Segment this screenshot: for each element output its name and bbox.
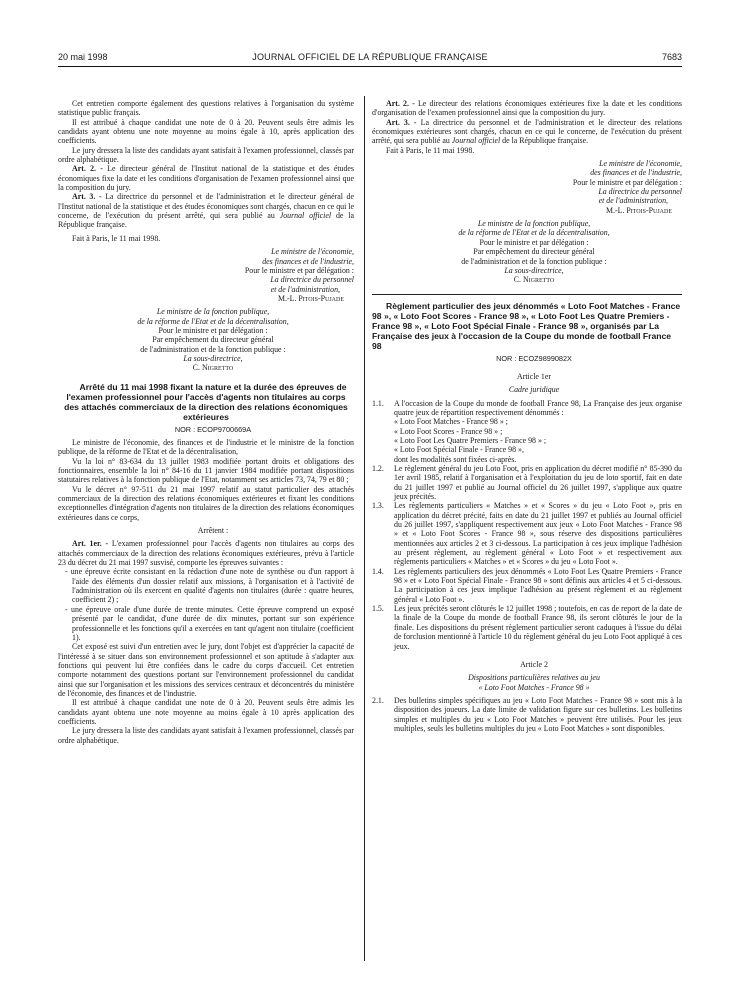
left-fait-a-paris: Fait à Paris, le 11 mai 1998. <box>72 233 161 243</box>
page-header <box>58 52 682 66</box>
header-page-number: 7683 <box>661 52 682 62</box>
right-item-1-2-number: 1.2. <box>372 463 384 473</box>
left-paragraph-1: Cet entretien comporte également des questions relatives à l'organisation du système statistique public français. <box>58 99 354 118</box>
right-item-2-1 <box>372 696 682 733</box>
right-item-1-2 <box>372 464 682 501</box>
right-sig2-line5: de l'administration et de la fonction publique : <box>461 256 607 266</box>
left-article-3 <box>58 192 354 229</box>
left-sig2-line6: La sous-directrice, <box>183 353 243 363</box>
right-article-2-label: Art. 2. - <box>386 99 415 108</box>
right-item-1-3 <box>372 501 682 566</box>
right-item-1-4-text: Les règlements particuliers des jeux dénommés « Loto Foot Les Quatre Premiers - France 98 » et « Loto Foot Spécial Finale - France 98 » sont définis aux articles 4 et 5 ci-dessous. La participation à ces jeux implique l'adhésion au présent règlement et au règlement général « Loto Foot ». <box>394 566 682 604</box>
right-article-3-end: de la République française. <box>500 136 589 146</box>
right-article-2-text: Le directeur des relations économiques extérieures fixe la date et les conditions d'organisation de l'examen professionnel ainsi que la composition du jury. <box>372 99 682 118</box>
left-epreuve-orale: - une épreuve orale d'une durée de trente minutes. Cette épreuve comprend un exposé présenté par le candidat, d'une durée de dix minutes, portant sur son expérience professionnelle et les fonctions qu'il a exercées en tant qu'agent non titulaire (coefficient 1). <box>65 604 354 642</box>
left-sig2-line5: de l'administration et de la fonction publique : <box>140 344 286 354</box>
right-section-rule <box>372 294 682 295</box>
left-sig2-line3: Pour le ministre et par délégation : <box>158 325 268 335</box>
right-item-1-5-text: Les jeux précités seront clôturés le 12 juillet 1998 ; toutefois, en cas de report de la date de la finale de la Coupe du monde de football France 98, ils seront clôturés le jour de la finale. Les dispositions du présent règlement particulier seront caduques à l'issue du délai de forclusion mentionné à l'article 10 du règlement général du jeu Loto Foot appliqué à ces jeux. <box>394 604 682 651</box>
right-game-2: « Loto Foot Scores - France 98 » ; <box>394 426 503 436</box>
left-column <box>58 99 354 745</box>
right-sig2-name: C. Nigretto <box>513 275 555 285</box>
right-sig2-line3: Pour le ministre et par délégation : <box>479 237 589 247</box>
right-item-1-1-text: A l'occasion de la Coupe du monde de football France 98, La Française des jeux organise quatre jeux de répartition respectivement dénommés : <box>394 398 682 417</box>
right-sig2-line6: La sous-directrice, <box>504 265 564 275</box>
right-item-1-4 <box>372 567 682 604</box>
right-cadre-juridique: Cadre juridique <box>508 385 560 395</box>
right-sig1-name: M.-L. Pitois-Pujade <box>605 205 672 215</box>
left-vu-loi: Vu la loi n° 83-634 du 13 juillet 1983 modifiée portant droits et obligations des fonctionnaires, ensemble la loi n° 84-16 du 11 janvier 1984 modifiée portant dispositions statutaires relatives à la fonction publique de l'Etat, notamment ses articles 73, 74, 79 et 80 ; <box>58 456 354 485</box>
left-article-3-end: de la République française. <box>58 211 354 230</box>
left-decree-title: Arrêté du 11 mai 1998 fixant la nature et la durée des épreuves de l'examen professionnel pour l'accès d'agents non titulaires au corps des attachés commerciaux de la direction des relations économiques extérieures <box>64 381 348 422</box>
right-article-2 <box>372 99 682 118</box>
left-paragraph-3: Le jury dressera la liste des candidats ayant satisfait à l'examen professionnel, classés par ordre alphabétique. <box>58 145 354 165</box>
right-game-4: « Loto Foot Spécial Finale - France 98 », <box>394 445 524 455</box>
right-item-2-1-number: 2.1. <box>372 695 384 705</box>
right-item-1-3-text: Les règlements particuliers « Matches » et « Scores » du jeu « Loto Foot », pris en application du décret précité, faits en date du 21 juillet 1997 et publiés au Journal officiel du 26 juillet 1997, s'appliquent respectivement aux jeux « Loto Foot Matches - France 98 » et « Loto Foot Scores - France 98 », sous réserve des dispositions particulières mentionnées aux articles 2 et 3 ci-dessous. La participation à ces jeux implique l'adhésion au présent règlement, au règlement général « Loto Foot » et respectivement aux règlements particuliers « Matches » et « Scores » du jeu « Loto Foot ». <box>394 501 682 567</box>
right-item-1-1-number: 1.1. <box>372 398 384 408</box>
right-dispositions-line1: Dispositions particulières relatives au jeu <box>468 673 600 683</box>
right-nor-reference: NOR : ECOZ9899082X <box>496 353 572 363</box>
left-sig1-line5: et de l'administration, <box>270 284 340 294</box>
left-article-2-text: Le directeur général de l'Institut national de la statistique et des études économiques fixe la date et les conditions d'organisation de l'examen professionnel ainsi que la composition du jury. <box>58 164 354 193</box>
left-sig1-line3: Pour le ministre et par délégation : <box>244 265 354 275</box>
right-item-1-2-text: Le règlement général du jeu Loto Foot, pris en application du décret modifié n° 85-390 du 1er avril 1985, relatif à l'organisation et à l'exploitation du jeu de loto sportif, fait en date du 21 juillet 1997 et publié au Journal officiel du 26 juillet 1997, s'applique aux quatre jeux précités. <box>394 463 682 501</box>
left-sig1-line1: Le ministre de l'économie, <box>271 247 354 257</box>
right-sig1-line3: Pour le ministre et par délégation : <box>572 177 682 187</box>
left-ministers: Le ministre de l'économie, des finances et de l'industrie et le ministre de la fonction publique, de la réforme de l'Etat et de la décentralisation, <box>58 437 354 457</box>
header-date: 20 mai 1998 <box>58 52 108 62</box>
left-article-3-text: La directrice du personnel et de l'administration et le directeur général de l'Institut national de la statistique et des études économiques sont chargés, chacun en ce qui le concerne, de l'exécution du présent arrêté, qui sera publié au <box>58 192 355 221</box>
left-sig1-line4: La directrice du personnel <box>270 275 354 285</box>
right-fait-a-paris: Fait à Paris, le 11 mai 1998. <box>386 145 475 155</box>
left-article-1 <box>58 539 354 567</box>
right-sig1-line5: et de l'administration, <box>598 196 668 206</box>
right-sig2-line1: Le ministre de la fonction publique, <box>477 219 591 229</box>
left-sig1-line2: des finances et de l'industrie, <box>262 256 354 266</box>
right-sig2-line2: de la réforme de l'Etat et de la décentralisation, <box>458 228 610 238</box>
right-item-1-4-number: 1.4. <box>372 566 384 576</box>
right-item-1-5-number: 1.5. <box>372 604 384 614</box>
left-article-2-label: Art. 2. - <box>72 164 103 174</box>
right-reglement-title: Règlement particulier des jeux dénommés « Loto Foot Matches - France 98 », « Loto Foot Scores - France 98 », « Loto Foot Les Quatre Premiers - France 98 », « Loto Foot Spécial Finale - France 98 », organisés par La Française des jeux à l'occasion de la Coupe du monde de football France 98 <box>372 300 681 351</box>
left-article-1-text: L'examen professionnel pour l'accès d'agents non titulaires au corps des attachés commerciaux de la direction des relations économiques extérieures, prévu à l'article 23 du décret du 21 mai 1997 susvisé, comporte les épreuves suivantes : <box>58 539 354 568</box>
right-sig1-line1: Le ministre de l'économie, <box>599 159 682 169</box>
left-paragraph-2: Il est attribué à chaque candidat une note de 0 à 20. Peuvent seuls être admis les candidats ayant obtenu une note moyenne au moins égale à 10, après application des coefficients. <box>58 117 354 146</box>
header-rule <box>58 66 682 67</box>
right-article-3 <box>372 118 682 146</box>
left-article-2 <box>58 164 354 192</box>
right-item-1-3-number: 1.3. <box>372 501 384 511</box>
right-item-1-1 <box>372 399 682 418</box>
left-arretent: Arrêtent : <box>197 526 229 536</box>
left-epreuve-ecrite: - une épreuve écrite consistant en la rédaction d'une note de synthèse ou d'un rapport à l'aide des éléments d'un dossier relatif aux missions, à l'organisation et à l'activité de l'administration où ils exercent en qualité d'agents non titulaires (durée : quatre heures, coefficient 2) ; <box>65 567 354 605</box>
right-article-3-text: La directrice du personnel et de l'administration et le directeur des relations économiques extérieures sont chargés, chacun en ce qui le concerne, de l'exécution du présent arrêté, qui sera publié au <box>372 117 682 146</box>
header-journal-title: JOURNAL OFFICIEL DE LA RÉPUBLIQUE FRANÇAISE <box>252 52 488 62</box>
right-article-3-label: Art. 3. - <box>386 117 417 127</box>
left-article-3-jo: Journal officiel <box>279 211 332 221</box>
left-sig2-line4: Par empêchement du directeur général <box>152 335 274 345</box>
left-nor-reference: NOR : ECOP9700669A <box>174 424 252 434</box>
right-item-2-1-text: Des bulletins simples spécifiques au jeu « Loto Foot Matches - France 98 » sont mis à la disposition des joueurs. La date limite de validation figure sur ces bulletins. Les bulletins simples et multiples du jeu « Loto Foot Matches » peuvent être utilisés. Pour les jeux multiples, seuls les bulletins multiples du jeu « Loto Foot Matches » sont disponibles. <box>394 695 682 733</box>
left-vu-decret: Vu le décret n° 97-511 du 21 mai 1997 relatif au statut particulier des attachés commerciaux de la direction des relations économiques extérieures et fixant les conditions exceptionnelles d'intégration d'agents non titulaires de la direction des relations économiques extérieures dans ce corps, <box>58 484 354 522</box>
right-article-1-heading: Article 1er <box>517 371 551 381</box>
right-game-1: « Loto Foot Matches - France 98 » ; <box>394 417 508 427</box>
right-sig1-line2: des finances et de l'industrie, <box>590 168 682 178</box>
right-dispositions-line2: « Loto Foot Matches - France 98 » <box>478 682 590 692</box>
right-game-modalities: dont les modalités sont fixées ci-après. <box>394 454 517 464</box>
right-game-3: « Loto Foot Les Quatre Premiers - France 98 » ; <box>394 435 547 445</box>
right-sig2-line4: Par empêchement du directeur général <box>473 247 595 257</box>
left-sig2-name: C. Nigretto <box>192 363 234 373</box>
column-divider <box>364 96 365 961</box>
left-article-3-label: Art. 3. - <box>72 192 102 202</box>
right-column <box>372 99 682 733</box>
left-article-1-label: Art. 1er. - <box>72 539 109 549</box>
right-item-1-5 <box>372 604 682 651</box>
left-sig2-line2: de la réforme de l'Etat et de la décentralisation, <box>137 316 289 326</box>
left-paragraph-jury: Le jury dressera la liste des candidats ayant satisfait à l'examen professionnel, classés par ordre alphabétique. <box>58 726 354 745</box>
left-sig1-name: M.-L. Pitois-Pujade <box>277 293 344 303</box>
left-paragraph-entretien: Cet exposé est suivi d'un entretien avec le jury, dont l'objet est d'apprécier la capacité de l'intéressé à se situer dans son environnement professionnel et son aptitude à s'adapter aux fonctions qui peuvent lui être confiées dans le cadre du corps d'accueil. Cet entretien comporte notamment des questions portant sur l'environnement professionnel du candidat ainsi que sur l'organisation et les missions des services centraux et déconcentrés du ministère de l'économie, des finances et de l'industrie. <box>58 642 354 698</box>
right-sig1-line4: La directrice du personnel <box>598 187 682 197</box>
right-article-2-heading: Article 2 <box>520 659 548 669</box>
right-article-3-jo: Journal officiel <box>451 136 501 146</box>
left-paragraph-note: Il est attribué à chaque candidat une note de 0 à 20. Peuvent seuls être admis les candidats ayant obtenu une note moyenne au moins égale à 10 après application des coefficients. <box>58 698 354 726</box>
left-sig2-line1: Le ministre de la fonction publique, <box>156 307 270 317</box>
